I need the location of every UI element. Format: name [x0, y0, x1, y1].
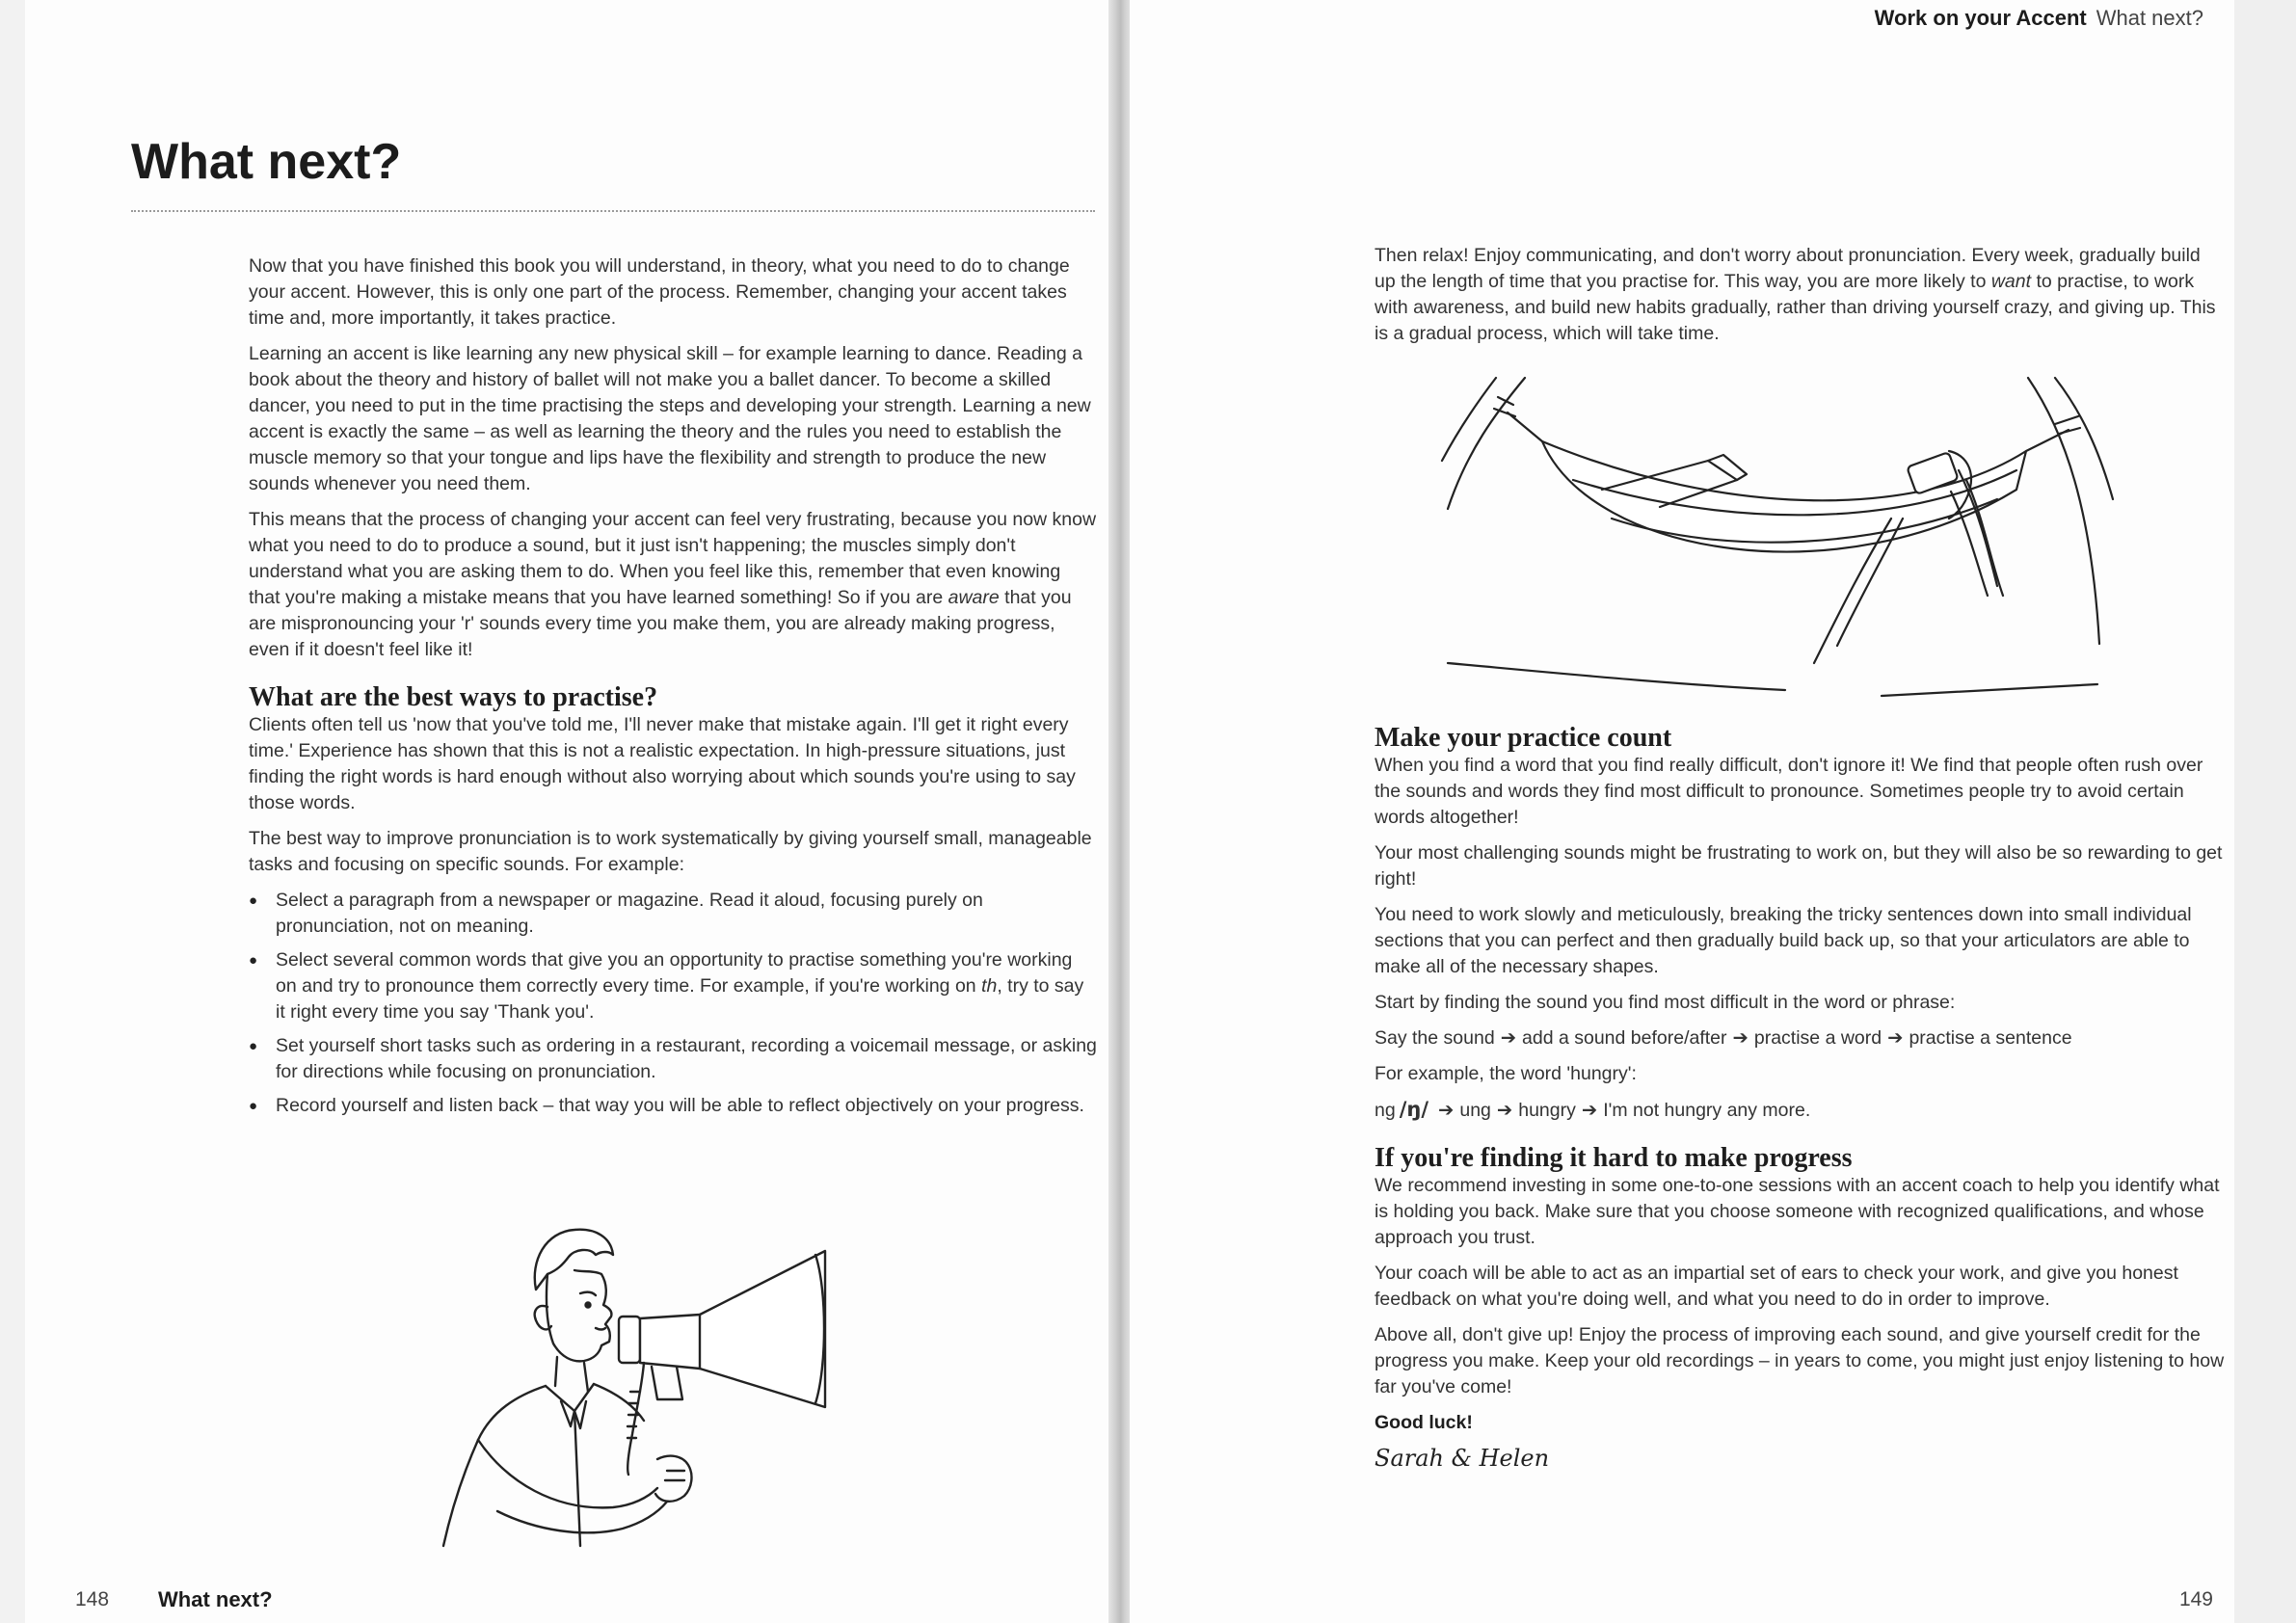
intro-paragraph-1: Now that you have finished this book you will understand, in theory, what you need to do to change your accent. However, this is only one part of the process. Remember, changing your accent takes time and, more importantly, it takes practice. — [249, 255, 1070, 329]
example-sequence: ng /ŋ/ ➔ ung ➔ hungry ➔ I'm not hungry any more. — [1375, 1098, 1811, 1121]
good-luck-text: Good luck! — [1375, 1412, 1473, 1433]
practice-sequence: Say the sound ➔ add a sound before/after ➔ practise a word ➔ practise a sentence — [1375, 1027, 2072, 1049]
practice-paragraph-2: Your most challenging sounds might be frustrating to work on, but they will also be so rewarding to get right! — [1375, 842, 2223, 890]
intro-paragraph-2: Learning an accent is like learning any new physical skill – for example learning to dance. Reading a book about the theory and history of ballet will not make you a ballet dancer. To become a skilled dancer, you need to put in the time practising the steps and developing your strength. Learning a new accent is exactly the same – as well as learning the theory and the rules you need to establish the muscle memory so that your tongue and lips have the flexibility and strength to produce the new sounds whenever you need them. — [249, 343, 1091, 494]
list-item: ● Record yourself and listen back – that way you will be able to reflect objectively on your progress. — [249, 1093, 1097, 1119]
ipa-symbol: /ŋ/ — [1399, 1098, 1428, 1121]
running-head-book-title: Work on your Accent — [1874, 6, 2087, 30]
section-heading-progress: If you're finding it hard to make progress — [1375, 1143, 1853, 1173]
right-page — [1130, 0, 2238, 1623]
list-item: ● Select a paragraph from a newspaper or magazine. Read it aloud, focusing purely on pronunciation, not on meaning. — [249, 888, 1097, 940]
running-head — [1875, 6, 2203, 31]
section-paragraph-1: Clients often tell us 'now that you've told me, I'll never make that mistake again. I'll get it right every time.' Experience has shown that this is not a realistic expectation. In high-pressure situations, just finding the right words is hard enough without also worrying about which sounds you're using to say those words. — [249, 714, 1076, 813]
footer-chapter-title: What next? — [158, 1587, 273, 1611]
section-heading-practise: What are the best ways to practise? — [249, 682, 658, 712]
arrow-right-icon: ➔ — [1496, 1100, 1513, 1121]
section-heading-practice-count: Make your practice count — [1375, 723, 1672, 753]
page-number-right: 149 — [2178, 1588, 2213, 1610]
intro-paragraph-3: This means that the process of changing your accent can feel very frustrating, because you now know what you need to do to produce a sound, but it just isn't happening; the muscles simply don't understand what you are asking them to do. When you feel like this, remember that even knowing that you're making a mistake means that you have learned something! So if you are aware that you are mispronouncing your 'r' sounds every time you make them, you are already making progress, even if it doesn't feel like it! — [249, 509, 1097, 660]
arrow-right-icon: ➔ — [1438, 1100, 1455, 1121]
authors-signature: Sarah & Helen — [1375, 1445, 1550, 1472]
progress-paragraph-3: Above all, don't give up! Enjoy the process of improving each sound, and give yourself credit for the progress you make. Keep your old recordings – in years to come, you might just enjoy listening to how far you've come! — [1375, 1324, 2225, 1397]
hammock-illustration — [1438, 374, 2132, 702]
title-divider — [131, 210, 1095, 212]
megaphone-illustration — [430, 1222, 854, 1550]
arrow-right-icon: ➔ — [1500, 1027, 1517, 1049]
practice-paragraph-3: You need to work slowly and meticulously, breaking the tricky sentences down into small individual sections that you can perfect and then gradually build back up, so that your articulators are able to make all of the necessary shapes. — [1375, 904, 2192, 977]
arrow-right-icon: ➔ — [1887, 1027, 1904, 1049]
arrow-right-icon: ➔ — [1581, 1100, 1598, 1121]
arrow-right-icon: ➔ — [1732, 1027, 1749, 1049]
section-paragraph-2: The best way to improve pronunciation is to work systematically by giving yourself small, manageable tasks and focusing on specific sounds. For example: — [249, 828, 1092, 875]
page-number-left: 148 — [75, 1588, 110, 1610]
practice-tips-list — [249, 888, 1097, 1119]
page-title: What next? — [131, 134, 402, 190]
practice-paragraph-1: When you find a word that you find really difficult, don't ignore it! We find that people often rush over the sounds and words they find most difficult to pronounce. Sometimes people try to avoid certain words altogether! — [1375, 755, 2203, 828]
relax-paragraph-block — [1375, 243, 2223, 357]
example-intro: For example, the word 'hungry': — [1375, 1063, 1637, 1084]
list-item: ● Select several common words that give you an opportunity to practise something you're working on and try to pronounce them correctly every time. For example, if you're working on th, try to say it right every time you say 'Thank you'. — [249, 947, 1097, 1025]
left-page — [25, 0, 1124, 1623]
right-text-column — [1375, 725, 2228, 1472]
progress-paragraph-2: Your coach will be able to act as an impartial set of ears to check your work, and give you honest feedback on what you're doing well, and what you need to do in order to improve. — [1375, 1263, 2178, 1310]
practice-paragraph-4: Start by finding the sound you find most difficult in the word or phrase: — [1375, 992, 1956, 1013]
left-text-column — [249, 253, 1097, 1127]
relax-paragraph: Then relax! Enjoy communicating, and don't worry about pronunciation. Every week, gradually build up the length of time that you practise for. This way, you are more likely to want to practise, to work with awareness, and build new habits gradually, rather than driving yourself crazy, and giving up. This is a gradual process, which will take time. — [1375, 245, 2216, 344]
list-item: ● Set yourself short tasks such as ordering in a restaurant, recording a voicemail message, or asking for directions while focusing on pronunciation. — [249, 1033, 1097, 1085]
progress-paragraph-1: We recommend investing in some one-to-one sessions with an accent coach to help you identify what is holding you back. Make sure that you choose someone with recognized qualifications, and whose approach you trust. — [1375, 1175, 2220, 1248]
running-head-chapter: What next? — [2096, 6, 2203, 30]
page-edge — [2234, 0, 2296, 1623]
